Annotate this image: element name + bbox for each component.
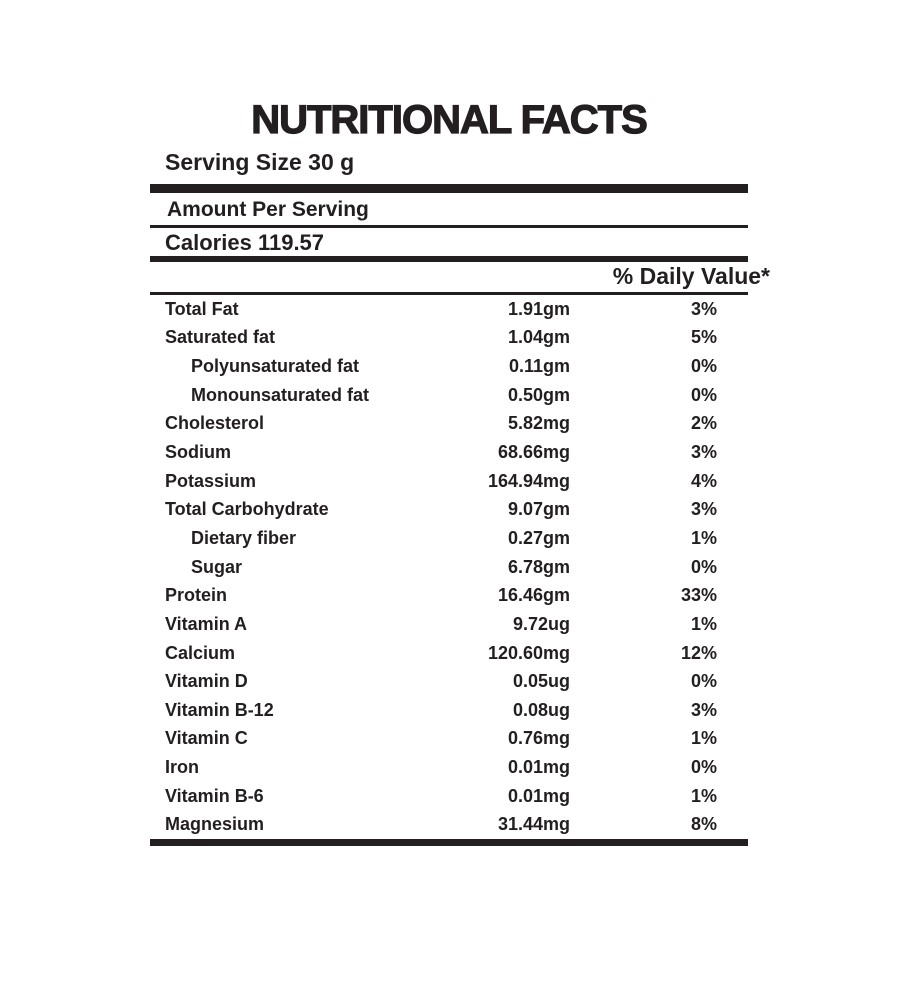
table-row [150, 639, 748, 668]
nutrient-name: Vitamin B-6 [165, 785, 264, 806]
table-row [150, 753, 748, 782]
nutrient-name: Cholesterol [165, 413, 265, 434]
table-row [150, 381, 748, 410]
table-row [150, 610, 748, 639]
nutrient-name: Total Fat [165, 298, 239, 319]
table-row [150, 553, 748, 582]
nutrient-daily-value: 8% [690, 814, 717, 835]
nutrient-name: Calcium [165, 642, 236, 663]
nutrient-amount: 0.50gm [507, 384, 570, 405]
table-row [150, 581, 748, 610]
nutrient-name: Vitamin D [165, 671, 248, 692]
table-row [150, 324, 748, 353]
nutrient-amount: 31.44mg [497, 814, 570, 835]
nutrient-daily-value: 1% [690, 728, 717, 749]
nutrient-amount: 120.60mg [487, 642, 570, 663]
nutrient-amount: 0.05ug [512, 671, 570, 692]
nutrient-amount: 0.01mg [507, 757, 570, 778]
table-row [150, 410, 748, 439]
nutrient-daily-value: 0% [690, 556, 717, 577]
nutrient-name: Dietary fiber [191, 527, 297, 548]
table-row [150, 295, 748, 324]
nutrient-daily-value: 0% [690, 757, 717, 778]
nutrient-daily-value: 3% [690, 298, 717, 319]
nutrient-amount: 5.82mg [507, 413, 570, 434]
nutrient-daily-value: 0% [690, 384, 717, 405]
nutrient-daily-value: 0% [690, 671, 717, 692]
nutrient-amount: 9.72ug [512, 613, 570, 634]
table-row [150, 352, 748, 381]
nutrient-daily-value: 0% [690, 356, 717, 377]
nutrient-amount: 0.27gm [507, 527, 570, 548]
amount-per-serving: Amount Per Serving [167, 198, 369, 221]
nutrient-name: Protein [165, 585, 228, 606]
nutrient-amount: 16.46gm [497, 585, 570, 606]
serving-size: Serving Size 30 g [165, 149, 355, 175]
label-title: NUTRITIONAL FACTS [251, 98, 647, 142]
nutrient-name: Vitamin A [165, 613, 248, 634]
nutrient-daily-value: 2% [690, 413, 717, 434]
nutrient-name: Sodium [165, 442, 231, 463]
nutrient-daily-value: 12% [680, 642, 717, 663]
nutrient-name: Monounsaturated fat [191, 384, 369, 405]
nutrition-facts-label [150, 98, 770, 846]
rule-thick-top [150, 184, 748, 193]
table-row [150, 782, 748, 811]
nutrient-name: Total Carbohydrate [165, 499, 329, 520]
rule-medium [150, 256, 748, 262]
nutrient-name: Vitamin C [165, 728, 248, 749]
nutrient-daily-value: 33% [680, 585, 717, 606]
calories-label: Calories [165, 230, 252, 255]
nutrient-daily-value: 1% [690, 613, 717, 634]
nutrient-amount: 1.04gm [507, 327, 570, 348]
nutrient-daily-value: 3% [690, 442, 717, 463]
nutrient-amount: 1.91gm [507, 298, 570, 319]
table-row [150, 495, 748, 524]
nutrient-amount: 0.76mg [507, 728, 570, 749]
nutrient-amount: 6.78gm [507, 556, 570, 577]
table-row [150, 438, 748, 467]
nutrient-name: Vitamin B-12 [165, 699, 274, 720]
calories-value: 119.57 [257, 230, 325, 255]
rule-thick-bottom [150, 839, 748, 846]
nutrient-amount: 0.08ug [512, 699, 570, 720]
nutrient-daily-value: 3% [690, 499, 717, 520]
nutrient-name: Saturated fat [165, 327, 276, 348]
nutrient-daily-value: 3% [690, 699, 717, 720]
table-row [150, 696, 748, 725]
nutrient-amount: 0.01mg [507, 785, 570, 806]
table-row [150, 667, 748, 696]
table-row [150, 811, 748, 840]
nutrient-daily-value: 1% [690, 527, 717, 548]
nutrient-daily-value: 4% [690, 470, 717, 491]
nutrient-name: Sugar [191, 556, 243, 577]
nutrient-table [150, 295, 748, 839]
nutrient-amount: 68.66mg [497, 442, 570, 463]
calories-row [150, 230, 748, 255]
rule-thin-1 [150, 225, 748, 228]
nutrient-name: Magnesium [165, 814, 265, 835]
table-row [150, 524, 748, 553]
nutrient-name: Polyunsaturated fat [191, 356, 360, 377]
table-row [150, 467, 748, 496]
nutrient-amount: 0.11gm [508, 356, 570, 377]
daily-value-header: % Daily Value* [612, 263, 770, 289]
table-row [150, 725, 748, 754]
nutrient-name: Potassium [165, 470, 257, 491]
nutrient-daily-value: 5% [690, 327, 717, 348]
nutrient-amount: 164.94mg [487, 470, 570, 491]
nutrient-name: Iron [165, 757, 199, 778]
nutrient-amount: 9.07gm [507, 499, 570, 520]
nutrient-daily-value: 1% [690, 785, 717, 806]
